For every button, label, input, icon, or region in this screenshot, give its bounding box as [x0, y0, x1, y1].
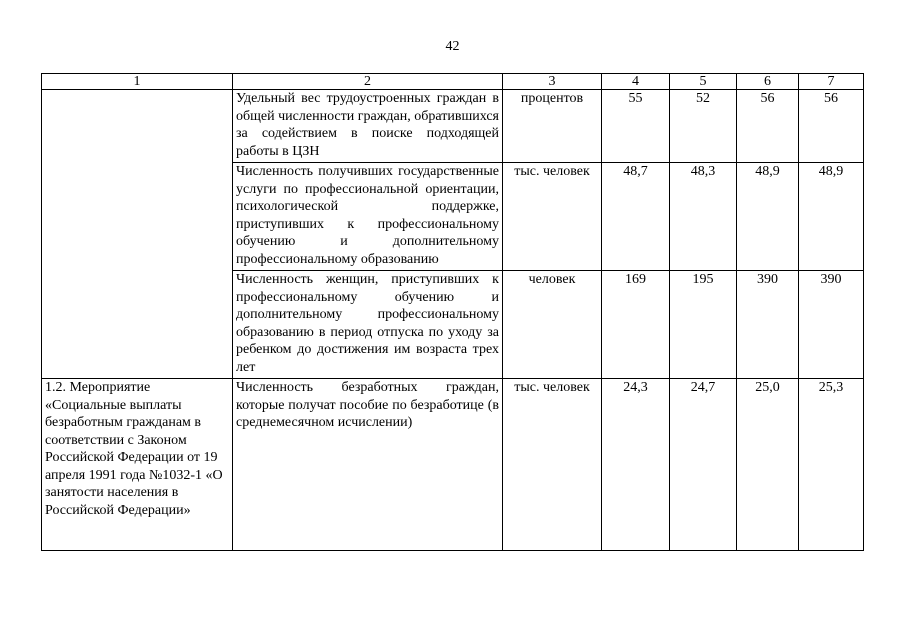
value-cell: 390 — [799, 271, 864, 379]
table-row — [42, 379, 864, 551]
page-number: 42 — [445, 39, 460, 54]
indicator-cell: Удельный вес трудоустроенных граждан в общей численности граждан, обратившихся за содействием в поиске подходящей работы в ЦЗН — [233, 90, 503, 163]
indicator-cell: Численность получивших государственные услуги по профессиональной ориентации, психологической поддержке, приступивших к профессиональному обучению и дополнительному профессиональному образованию — [233, 163, 503, 271]
value-cell: 52 — [670, 90, 737, 163]
table-header-row — [42, 74, 864, 90]
unit-cell: человек — [503, 271, 602, 379]
value-cell: 56 — [799, 90, 864, 163]
header-cell: 4 — [602, 74, 670, 90]
value-cell: 390 — [737, 271, 799, 379]
indicator-cell: Численность женщин, приступивших к профессиональному обучению и дополнительному профессиональному образованию в период отпуска по уходу за ребенком до достижения им возраста трех лет — [233, 271, 503, 379]
value-cell: 24,7 — [670, 379, 737, 551]
indicator-cell: Численность безработных граждан, которые получат пособие по безработице (в среднемесячном исчислении) — [233, 379, 503, 551]
indicators-table — [41, 73, 864, 551]
header-cell: 6 — [737, 74, 799, 90]
value-cell: 56 — [737, 90, 799, 163]
value-cell: 48,3 — [670, 163, 737, 271]
value-cell: 169 — [602, 271, 670, 379]
value-cell: 25,3 — [799, 379, 864, 551]
unit-cell: тыс. человек — [503, 379, 602, 551]
value-cell: 24,3 — [602, 379, 670, 551]
header-cell: 7 — [799, 74, 864, 90]
value-cell: 48,9 — [737, 163, 799, 271]
unit-cell: тыс. человек — [503, 163, 602, 271]
unit-cell: процентов — [503, 90, 602, 163]
event-cell: 1.2. Мероприятие «Социальные выплаты безработным гражданам в соответствии с Законом Российской Федерации от 19 апреля 1991 года №1032-1 «О занятости населения в Российской Федерации» — [42, 379, 233, 551]
value-cell: 55 — [602, 90, 670, 163]
value-cell: 25,0 — [737, 379, 799, 551]
header-cell: 1 — [42, 74, 233, 90]
header-cell: 5 — [670, 74, 737, 90]
value-cell: 195 — [670, 271, 737, 379]
header-cell: 3 — [503, 74, 602, 90]
value-cell: 48,7 — [602, 163, 670, 271]
header-cell: 2 — [233, 74, 503, 90]
value-cell: 48,9 — [799, 163, 864, 271]
table-row — [42, 90, 864, 163]
event-cell — [42, 90, 233, 379]
